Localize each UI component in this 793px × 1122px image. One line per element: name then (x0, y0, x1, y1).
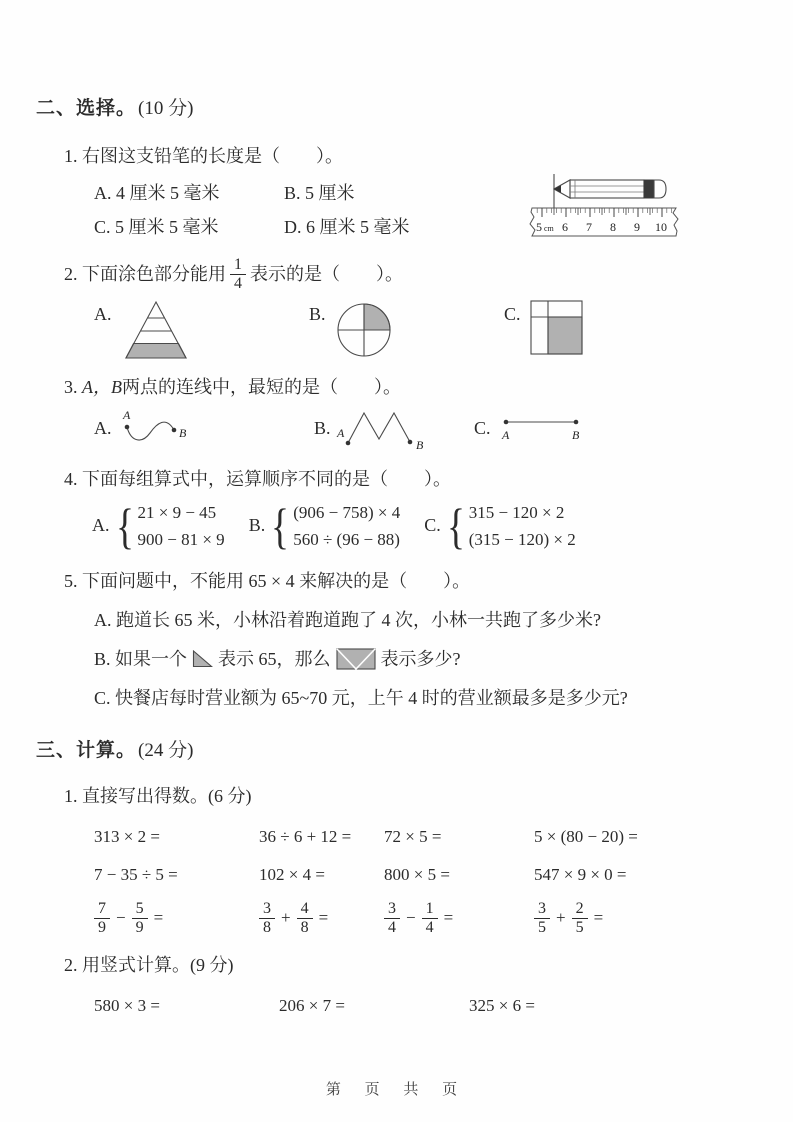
q1-option-b: B. 5 厘米 (284, 183, 355, 203)
q5-option-a: A. 跑道长 65 米，小林沿着跑道跑了 4 次，小林一共跑了多少米? (94, 609, 601, 630)
section-choice-score: (10 分) (138, 98, 194, 119)
four-triangle-rectangle-shape (336, 648, 376, 670)
triangle-strips-shape (120, 299, 192, 361)
point-a-label: A (336, 425, 344, 440)
q4-group-a (92, 499, 225, 553)
q3-option-b (314, 405, 474, 453)
q3-number: 3. (64, 376, 78, 397)
expr-cell: 325 × 6 = (469, 995, 535, 1015)
expression: (315 − 120) × 2 (468, 529, 576, 549)
shaded-rectangle (337, 649, 375, 669)
question-1-text: 1. 右图这支铅笔的长度是（ ）。 (64, 146, 343, 166)
point-b-label: B (571, 427, 579, 442)
q2-text-pre: 2. 下面涂色部分能用 (64, 264, 226, 285)
question-4-text: 4. 下面每组算式中，运算顺序不同的是（ ）。 (64, 468, 451, 489)
expression: 560 ÷ (96 − 88) (293, 529, 400, 549)
question-5 (36, 567, 753, 712)
operator: − (406, 908, 416, 928)
left-brace: { (271, 497, 290, 554)
q5-option-b (94, 645, 753, 673)
question-1 (36, 142, 753, 240)
ruler-label-10: 10 (655, 220, 667, 234)
q4-group-b-label: B. (248, 515, 266, 536)
triangle-shaded-strip (126, 343, 186, 358)
paper-content (36, 96, 753, 1019)
expr-cell: 5 × (80 − 20) = (534, 826, 638, 846)
ruler-label-5: 5 (536, 220, 542, 234)
fraction-expression: $\frac{3}{5}$ + $\frac{2}{5}$ = (534, 900, 753, 937)
small-triangle-shape (192, 650, 213, 668)
q5-b-pre: B. 如果一个 (94, 648, 188, 669)
ruler-label-cm: cm (544, 224, 554, 233)
q4-group-a-lines (138, 499, 225, 553)
q2-option-a-label: A. (94, 303, 112, 324)
left-brace: { (115, 497, 134, 554)
point-b-label: B (178, 425, 186, 440)
expr-cell: 547 × 9 × 0 = (534, 864, 627, 884)
point-b-dot (573, 420, 578, 425)
calc-sub1-title: 1. 直接写出得数。(6 分) (64, 785, 252, 806)
expr-cell: 800 × 5 = (384, 864, 450, 884)
expr-cell: 7 − 35 ÷ 5 = (94, 864, 178, 884)
equals-sign: = (593, 908, 604, 928)
fraction-expression: $\frac{7}{9}$ − $\frac{5}{9}$ = (94, 900, 259, 937)
q2-option-c-label: C. (504, 303, 521, 324)
expr-cell: 72 × 5 = (384, 826, 442, 846)
q1-option-a: A. 4 厘米 5 毫米 (94, 183, 220, 203)
pencil-eraser (654, 180, 666, 198)
question-3-options (94, 405, 753, 453)
fraction-expression: $\frac{3}{8}$ + $\frac{4}{8}$ = (259, 900, 384, 937)
zigzag-path (348, 413, 410, 443)
shaded-triangle (194, 651, 212, 667)
equals-sign: = (318, 908, 329, 928)
q3-option-a-label: A. (94, 418, 112, 439)
q3-rest: 两点的连线中，最短的是（ ）。 (122, 376, 401, 397)
point-b-label: B (415, 437, 423, 452)
question-3 (36, 373, 753, 453)
curved-line-figure (117, 407, 192, 451)
q4-group-c-label: C. (424, 515, 441, 536)
point-a-label: A (501, 427, 509, 442)
vertical-calc-row (94, 993, 753, 1019)
ruler-label-7: 7 (586, 220, 592, 234)
expression: (906 − 758) × 4 (293, 502, 401, 522)
page-footer: 第 页 共 页 (325, 1082, 468, 1098)
expr-cell: 206 × 7 = (279, 995, 345, 1015)
calc-sub2-title: 2. 用竖式计算。(9 分) (64, 954, 234, 975)
operator: + (556, 908, 566, 928)
q4-group-a-label: A. (92, 515, 110, 536)
zigzag-line-figure (336, 405, 431, 453)
operator: − (116, 908, 126, 928)
point-a-dot (124, 425, 129, 430)
ruler-label-6: 6 (562, 220, 568, 234)
operator: + (281, 908, 291, 928)
straight-line-figure (496, 412, 591, 446)
q4-group-b (249, 499, 401, 553)
expr-cell: 102 × 4 = (259, 864, 325, 884)
q2-option-b-label: B. (309, 303, 326, 324)
one-quarter-fraction: $\frac{1}{4}$ (230, 256, 246, 293)
q3-option-c-label: C. (474, 418, 491, 439)
pencil-lead (554, 185, 561, 193)
q2-text-post: 表示的是（ ）。 (250, 264, 403, 285)
point-a-label: A (122, 407, 130, 422)
pencil-body (570, 180, 644, 198)
question-3-text (64, 373, 753, 401)
q3-points: A，B (82, 376, 122, 397)
circle-quarters-shape (334, 299, 394, 361)
section-choice-name: 二、选择。 (36, 98, 137, 119)
expr-cell: 580 × 3 = (94, 995, 160, 1015)
ruler-label-8: 8 (610, 220, 616, 234)
curved-path (127, 422, 174, 440)
q4-group-b-lines (293, 499, 400, 553)
square-shaded-region (548, 317, 582, 354)
q1-option-d: D. 6 厘米 5 毫米 (284, 217, 410, 237)
section-calc-title (36, 738, 753, 764)
question-2-shapes (94, 299, 753, 361)
section-calc-score: (24 分) (138, 739, 194, 761)
expression: 21 × 9 − 45 (137, 502, 217, 522)
left-brace: { (446, 497, 465, 554)
expression: 900 − 81 × 9 (137, 529, 225, 549)
equals-sign: = (443, 908, 454, 928)
point-b-dot (171, 428, 176, 433)
q3-option-a (94, 407, 314, 451)
expression: 315 − 120 × 2 (468, 502, 565, 522)
point-a-dot (503, 420, 508, 425)
point-a-dot (345, 441, 350, 446)
pencil-ferrule (644, 180, 654, 198)
pencil-ruler-illustration (524, 170, 686, 242)
q3-option-c (474, 412, 591, 446)
q3-option-b-label: B. (314, 418, 331, 439)
q2-option-b (309, 299, 504, 361)
expr-cell: 36 ÷ 6 + 12 = (259, 826, 352, 846)
question-4-groups (92, 499, 753, 553)
q2-option-c (504, 299, 585, 357)
fraction-expression: $\frac{3}{4}$ − $\frac{1}{4}$ = (384, 900, 534, 937)
q4-group-c-lines (469, 499, 576, 553)
ruler-label-9: 9 (634, 220, 640, 234)
q2-option-a (94, 299, 309, 361)
equals-sign: = (153, 908, 164, 928)
point-b-dot (407, 440, 412, 445)
question-2 (36, 256, 753, 361)
fraction-row (94, 900, 753, 937)
question-4 (36, 465, 753, 553)
pencil-ruler-figure (524, 170, 686, 247)
square-parts-shape (529, 299, 585, 357)
question-5-text: 5. 下面问题中，不能用 65 × 4 来解决的是（ ）。 (64, 570, 471, 591)
q5-option-c: C. 快餐店每时营业额为 65~70 元，上午 4 时的营业额最多是多少元? (94, 687, 628, 708)
q5-b-post: 表示多少? (380, 648, 461, 669)
q1-option-c: C. 5 厘米 5 毫米 (94, 217, 219, 237)
mental-math-row-2 (94, 862, 753, 888)
q5-b-mid: 表示 65，那么 (218, 648, 331, 669)
q4-group-c (424, 499, 576, 553)
expr-cell: 313 × 2 = (94, 826, 160, 846)
mental-math-row-1 (94, 824, 753, 850)
section-calc-name: 三、计算。 (36, 739, 137, 761)
question-2-text (64, 256, 753, 293)
section-choice-title (36, 96, 753, 122)
